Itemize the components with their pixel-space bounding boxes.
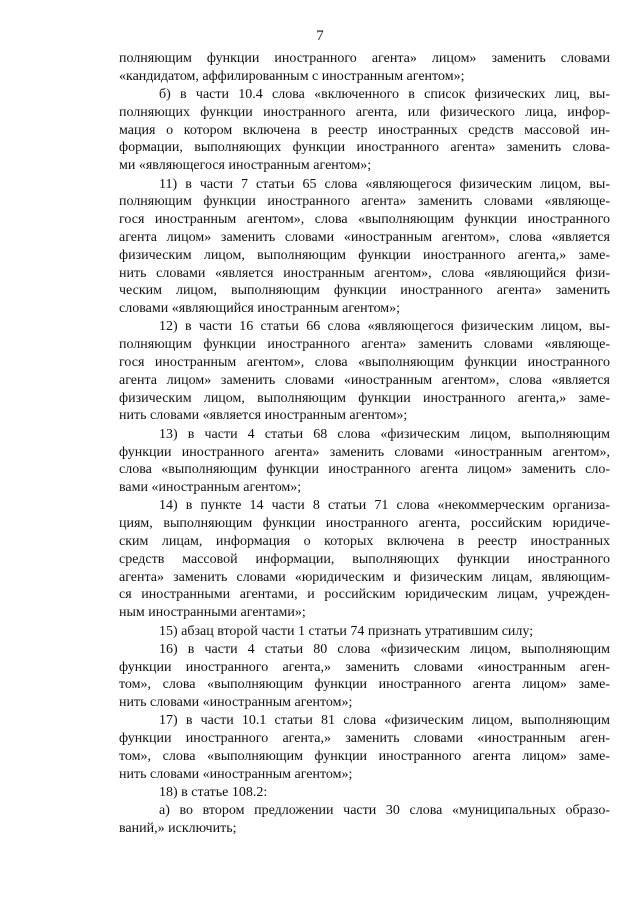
- text-line: словами «являющийся иностранным агентом»;: [119, 301, 401, 317]
- paragraph: [119, 802, 610, 838]
- text-line: нить словами «является иностранным агентом»;: [119, 408, 408, 424]
- text-line: а) во втором предложении части 30 слова «муниципальных образо-: [159, 803, 610, 819]
- text-line: ваний,» исключить;: [119, 821, 237, 837]
- paragraph: [119, 426, 610, 497]
- text-line: 15) абзац второй части 1 статьи 74 признать утратившим силу;: [159, 623, 534, 639]
- text-line: полняющим функции иностранного агента» заменить словами «являюще-: [119, 194, 610, 210]
- text-line: гося иностранным агентом», слова «выполняющим функции иностранного: [119, 212, 610, 228]
- paragraph: [119, 623, 610, 641]
- text-line: гося иностранным агентом», слова «выполняющим функции иностранного: [119, 355, 610, 371]
- text-line: агента лицом» заменить словами «иностранным агентом», слова «является: [119, 372, 610, 388]
- paragraph: [119, 318, 610, 425]
- text-line: 11) в части 7 статьи 65 слова «являющегося физическим лицом, вы-: [159, 176, 610, 192]
- paragraph: [119, 50, 610, 86]
- text-line: функции иностранного агента» заменить словами «иностранным агентом»,: [119, 444, 610, 460]
- text-line: том», слова «выполняющим функции иностранного агента лицом» заме-: [119, 749, 610, 765]
- text-line: полняющим функции иностранного агента» лицом» заменить словами: [119, 51, 610, 66]
- text-line: ми «являющегося иностранным агентом»;: [119, 158, 372, 174]
- text-line: б) в части 10.4 слова «включенного в список физических лиц, вы-: [159, 87, 610, 103]
- text-line: 17) в части 10.1 статьи 81 слова «физическим лицом, выполняющим: [159, 713, 610, 729]
- paragraph: [119, 712, 610, 783]
- text-line: 18) в статье 108.2:: [159, 785, 268, 801]
- text-line: циям, выполняющим функции иностранного агента, российским юридиче-: [119, 516, 610, 532]
- text-line: полняющим функции иностранного агента» заменить словами «являюще-: [119, 337, 610, 353]
- text-line: нить словами «является иностранным агентом», слова «являющийся физи-: [119, 265, 610, 281]
- text-line: вами «иностранным агентом»;: [119, 480, 302, 496]
- text-line: полняющих функции иностранного агента, или физического лица, инфор-: [119, 104, 610, 120]
- text-line: агента лицом» заменить словами «иностранным агентом», слова «является: [119, 229, 610, 245]
- text-line: функции иностранного агента,» заменить словами «иностранным аген-: [119, 731, 610, 747]
- text-line: 14) в пункте 14 части 8 статьи 71 слова «некоммерческим организа-: [159, 498, 610, 514]
- paragraph: [119, 497, 610, 622]
- text-line: слова «выполняющим функции иностранного агента лицом» заменить сло-: [119, 462, 610, 478]
- text-line: агента» заменить словами «юридическим и физическим лицам, являющим-: [119, 569, 610, 585]
- text-line: 12) в части 16 статьи 66 слова «являющегося физическим лицом, вы-: [159, 319, 610, 335]
- page-number: 7: [316, 28, 324, 44]
- text-line: формации, выполняющих функции иностранного агента» заменить слова-: [119, 140, 610, 156]
- text-line: ским лицам, информация о которых включена в реестр иностранных: [119, 534, 610, 550]
- text-line: функции иностранного агента,» заменить словами «иностранным аген-: [119, 659, 610, 675]
- text-line: ся иностранными агентами, и российским юридическим лицам, учрежден-: [119, 587, 610, 603]
- text-line: мация о котором включена в реестр иностранных средств массовой ин-: [119, 122, 610, 138]
- text-line: 13) в части 4 статьи 68 слова «физическим лицом, выполняющим: [159, 426, 610, 442]
- text-line: «кандидатом, аффилированным с иностранным агентом»;: [119, 68, 465, 84]
- paragraph: [119, 86, 610, 175]
- text-line: средств массовой информации, выполняющих функции иностранного: [119, 551, 610, 567]
- text-line: ческим лицом, выполняющим функции иностранного агента» заменить: [119, 283, 610, 299]
- text-line: нить словами «иностранным агентом»;: [119, 766, 353, 782]
- paragraph: [119, 641, 610, 712]
- paragraph: [119, 784, 610, 802]
- text-line: ным иностранными агентами»;: [119, 605, 306, 621]
- text-line: нить словами «иностранным агентом»;: [119, 695, 353, 711]
- text-line: физическим лицом, выполняющим функции иностранного агента,» заме-: [119, 247, 610, 263]
- paragraph: [119, 176, 610, 318]
- text-line: том», слова «выполняющим функции иностранного агента лицом» заме-: [119, 677, 610, 693]
- document-body: [119, 50, 610, 838]
- text-line: физическим лицом, выполняющим функции иностранного агента,» заме-: [119, 390, 610, 406]
- text-line: 16) в части 4 статьи 80 слова «физическим лицом, выполняющим: [159, 641, 610, 657]
